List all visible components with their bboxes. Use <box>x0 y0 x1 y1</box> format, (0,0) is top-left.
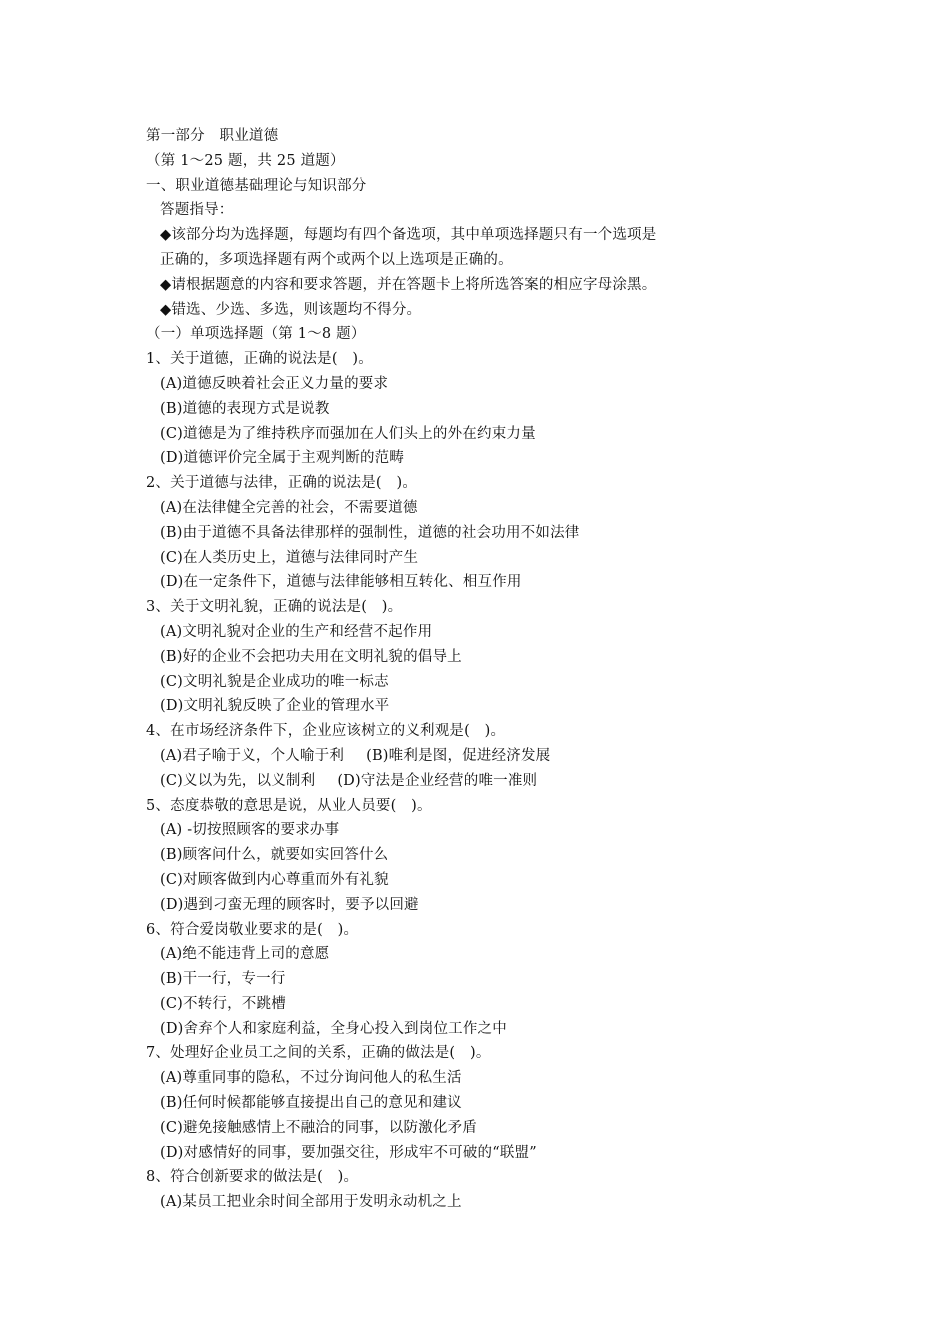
question-option: (D)道德评价完全属于主观判断的范畴 <box>160 450 405 467</box>
question-option: (C)文明礼貌是企业成功的唯一标志 <box>160 673 389 690</box>
question-option: (C)在人类历史上，道德与法律同时产生 <box>160 549 419 566</box>
question-option: (C)不转行，不跳槽 <box>160 995 286 1012</box>
question-option: (D)守法是企业经营的唯一准则 <box>337 772 538 789</box>
part-title: 第一部分 职业道德 <box>146 128 279 144</box>
question-stem: 1、关于道德，正确的说法是( )。 <box>146 351 373 368</box>
question-stem: 3、关于文明礼貌，正确的说法是( )。 <box>146 599 403 616</box>
question-stem: 2、关于道德与法律，正确的说法是( )。 <box>146 475 418 492</box>
subsection-title: （一）单项选择题（第 1～8 题） <box>146 326 366 343</box>
question-option: (A)尊重同事的隐私，不过分询问他人的私生活 <box>160 1070 462 1087</box>
question-stem: 5、态度恭敬的意思是说，从业人员要( )。 <box>146 797 432 814</box>
question-option: (D)对感情好的同事，要加强交往，形成牢不可破的“联盟” <box>160 1144 537 1161</box>
question-stem: 4、在市场经济条件下，企业应该树立的义利观是( )。 <box>146 723 506 740</box>
exam-content <box>146 124 766 1215</box>
question-option: (B)唯利是图，促进经济发展 <box>366 747 551 764</box>
instruction-rule-3: ◆错选、少选、多选，则该题均不得分。 <box>160 301 422 318</box>
question-option-pair <box>146 744 766 769</box>
question-option: (A)道德反映着社会正义力量的要求 <box>160 375 389 392</box>
question-option: (B)顾客问什么，就要如实回答什么 <box>160 847 389 864</box>
question-option: (B)任何时候都能够直接提出自己的意见和建议 <box>160 1095 462 1112</box>
question-option-pair <box>146 769 766 794</box>
instruction-rule-2: ◆请根据题意的内容和要求答题，并在答题卡上将所选答案的相应字母涂黑。 <box>160 276 657 293</box>
instruction-rule-1-line-2: 正确的，多项选择题有两个或两个以上选项是正确的。 <box>160 251 513 268</box>
instruction-rule-1-line-1: ◆该部分均为选择题，每题均有四个备选项，其中单项选择题只有一个选项是 <box>160 227 657 244</box>
question-stem: 8、符合创新要求的做法是( )。 <box>146 1169 359 1186</box>
question-option: (C)道德是为了维持秩序而强加在人们头上的外在约束力量 <box>160 425 536 442</box>
question-option: (D)文明礼貌反映了企业的管理水平 <box>160 698 390 715</box>
question-option: (B)由于道德不具备法律那样的强制性，道德的社会功用不如法律 <box>160 524 580 541</box>
question-option: (D)在一定条件下，道德与法律能够相互转化、相互作用 <box>160 574 522 591</box>
question-option: (A)某员工把业余时间全部用于发明永动机之上 <box>160 1194 462 1211</box>
question-option: (A)君子喻于义，个人喻于利 <box>160 747 345 764</box>
question-option: (B)好的企业不会把功夫用在文明礼貌的倡导上 <box>160 648 462 665</box>
question-option: (B)道德的表现方式是说教 <box>160 400 330 417</box>
question-option: (A)绝不能违背上司的意愿 <box>160 946 330 963</box>
question-stem: 7、处理好企业员工之间的关系，正确的做法是( )。 <box>146 1045 491 1062</box>
question-option: (A)文明礼貌对企业的生产和经营不起作用 <box>160 623 433 640</box>
section-title: 一、职业道德基础理论与知识部分 <box>146 177 367 194</box>
question-option: (C)义以为先，以义制利 <box>160 772 316 789</box>
instructions-heading: 答题指导： <box>160 202 234 219</box>
question-option: (C)对顾客做到内心尊重而外有礼貌 <box>160 871 389 888</box>
question-option: (D)舍弃个人和家庭利益，全身心投入到岗位工作之中 <box>160 1020 507 1037</box>
question-option: (B)干一行，专一行 <box>160 971 286 988</box>
question-option: (D)遇到刁蛮无理的顾客时，要予以回避 <box>160 896 419 913</box>
part-range: （第 1～25 题，共 25 道题） <box>146 152 345 169</box>
question-option: (C)避免接触感情上不融洽的同事，以防激化矛盾 <box>160 1119 478 1136</box>
question-option: (A) -切按照顾客的要求办事 <box>160 822 340 839</box>
question-option: (A)在法律健全完善的社会，不需要道德 <box>160 499 418 516</box>
question-stem: 6、符合爱岗敬业要求的是( )。 <box>146 921 359 938</box>
